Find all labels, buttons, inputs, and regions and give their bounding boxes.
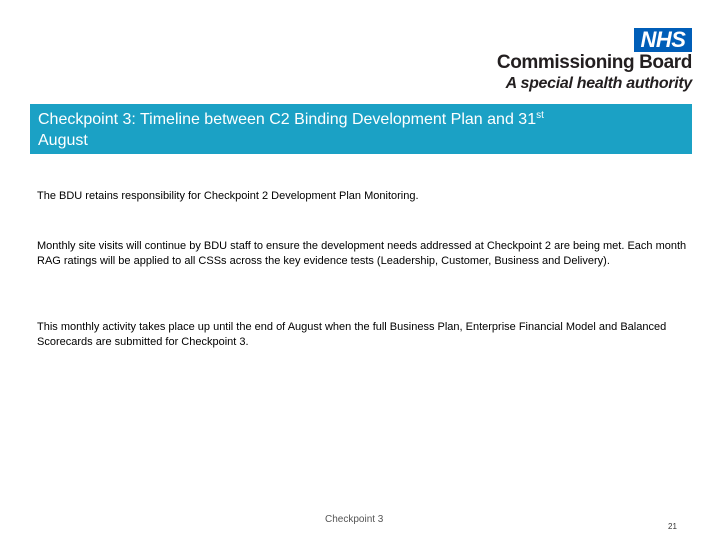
slide-title-continuation: August (38, 132, 88, 149)
body-paragraph-3: This monthly activity takes place up until the end of August when the full Business Plan, Enterprise Financial Model and Balanced Scorecards are submitted for Checkpoint 3. (37, 321, 667, 348)
logo-organisation-name: Commissioning Board (496, 52, 692, 73)
logo-tagline: A special health authority (505, 75, 692, 92)
footer-label: Checkpoint 3 (325, 514, 384, 525)
slide-title-superscript: st (536, 110, 544, 121)
nhs-commissioning-board-logo (490, 26, 696, 96)
body-paragraph-2: Monthly site visits will continue by BDU staff to ensure the development needs addressed at Checkpoint 2 are being met. Each month RAG ratings will be applied to all CSSs across the key evidence tests (Leadership, Customer, Business and Delivery). (37, 240, 687, 267)
slide-title-main: Checkpoint 3: Timeline between C2 Binding Development Plan and 31 (38, 111, 537, 128)
body-paragraph-1: The BDU retains responsibility for Checkpoint 2 Development Plan Monitoring. (37, 190, 419, 202)
page-number: 21 (668, 522, 677, 531)
nhs-badge: NHS (634, 28, 692, 52)
slide-title-bar (30, 104, 692, 154)
